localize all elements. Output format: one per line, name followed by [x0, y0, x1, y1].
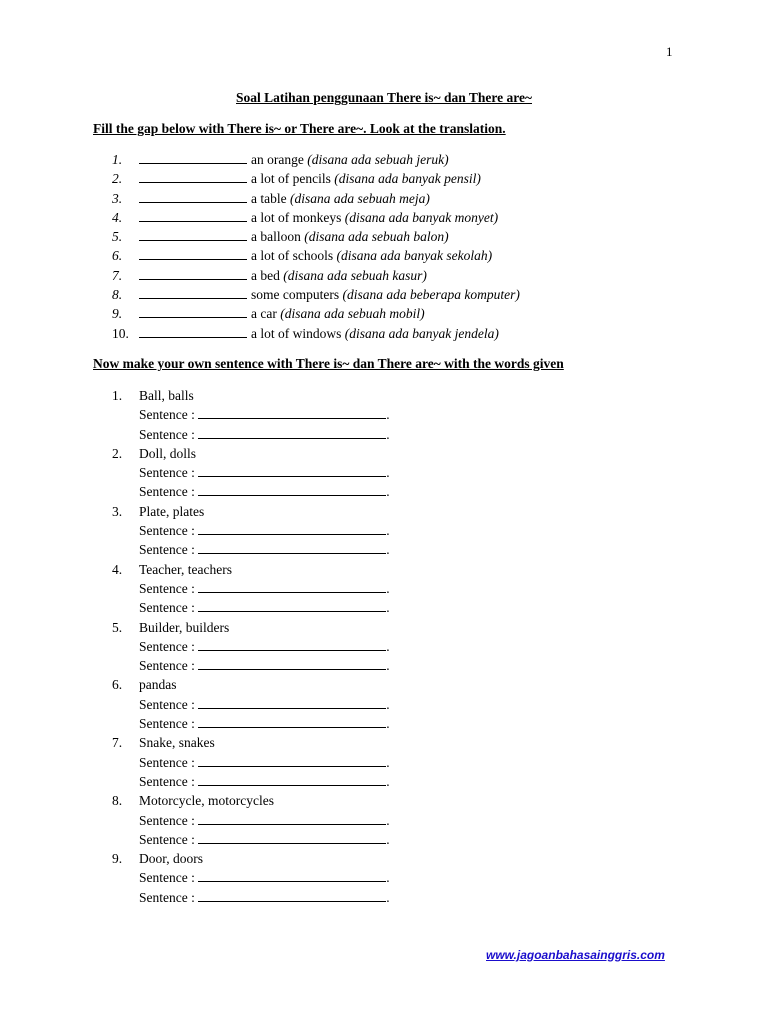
sentence-label: Sentence :: [139, 638, 195, 654]
item-translation: (disana ada banyak jendela): [344, 325, 499, 341]
item-text: a lot of schools: [251, 248, 334, 264]
item-translation: (disana ada sebuah jeruk): [307, 152, 449, 167]
list-item: [112, 246, 520, 265]
website-link[interactable]: www.jagoanbahasainggris.com: [486, 948, 665, 962]
list-item: [112, 266, 520, 285]
list-item: [112, 189, 520, 208]
sentence-end: .: [386, 523, 390, 539]
item-translation: (disana ada sebuah meja): [289, 190, 430, 206]
sentence-label: Sentence :: [139, 831, 195, 847]
sentence-label: Sentence :: [139, 580, 195, 596]
item-number: 1.: [112, 152, 123, 167]
list-item: [112, 150, 520, 169]
list-item: [112, 560, 390, 618]
sentence-blank[interactable]: [198, 426, 386, 439]
item-words: pandas: [139, 677, 177, 693]
item-text: a lot of monkeys: [251, 209, 342, 225]
sentence-blank[interactable]: [198, 869, 386, 882]
item-translation: (disana ada sebuah mobil): [280, 306, 425, 322]
list-item: [112, 733, 390, 791]
item-words: Doll, dolls: [139, 445, 197, 461]
item-words: Teacher, teachers: [139, 561, 232, 577]
sentence-blank[interactable]: [198, 522, 386, 535]
sentence-blank[interactable]: [198, 483, 386, 496]
list-item: [112, 849, 390, 907]
fill-gap-list: [112, 150, 520, 343]
answer-blank[interactable]: [139, 325, 247, 338]
item-number: 6.: [112, 677, 123, 693]
sentence-blank[interactable]: [198, 889, 386, 902]
sentence-label: Sentence :: [139, 542, 195, 558]
answer-blank[interactable]: [139, 170, 247, 183]
item-words: Ball, balls: [139, 388, 194, 403]
item-number: 4.: [112, 561, 123, 577]
sentence-label: Sentence :: [139, 484, 195, 500]
sentence-end: .: [386, 580, 390, 596]
sentence-end: .: [386, 696, 390, 712]
list-item: [112, 444, 390, 502]
item-number: 8.: [112, 287, 123, 303]
item-words: Snake, snakes: [139, 735, 215, 751]
sentence-label: Sentence :: [139, 426, 195, 442]
item-number: 7.: [112, 735, 123, 751]
item-number: 8.: [112, 793, 123, 809]
sentence-blank[interactable]: [198, 657, 386, 670]
sentence-label: Sentence :: [139, 407, 195, 423]
section1-heading: Fill the gap below with There is~ or There are~. Look at the translation.: [93, 121, 506, 136]
item-text: a lot of pencils: [251, 171, 331, 187]
sentence-label: Sentence :: [139, 812, 195, 828]
list-item: [112, 227, 520, 246]
answer-blank[interactable]: [139, 228, 247, 241]
item-text: a balloon: [251, 229, 301, 245]
item-text: some computers: [251, 287, 340, 303]
sentence-end: .: [386, 812, 390, 828]
sentence-label: Sentence :: [139, 523, 195, 539]
item-number: 3.: [112, 190, 123, 206]
answer-blank[interactable]: [139, 190, 247, 203]
sentence-label: Sentence :: [139, 696, 195, 712]
item-number: 10.: [112, 325, 129, 341]
list-item: [112, 304, 520, 323]
sentence-blank[interactable]: [198, 464, 386, 477]
list-item: [112, 324, 520, 343]
item-text: a lot of windows: [251, 325, 342, 341]
sentence-end: .: [386, 638, 390, 654]
answer-blank[interactable]: [139, 209, 247, 222]
sentence-label: Sentence :: [139, 600, 195, 616]
list-item: [112, 386, 390, 444]
item-number: 2.: [112, 171, 123, 187]
sentence-end: .: [386, 484, 390, 500]
item-number: 5.: [112, 619, 123, 635]
item-words: Plate, plates: [139, 503, 205, 519]
sentence-label: Sentence :: [139, 716, 195, 732]
sentence-blank[interactable]: [198, 406, 386, 419]
item-number: 4.: [112, 209, 123, 225]
item-number: 9.: [112, 851, 123, 867]
item-number: 6.: [112, 248, 123, 264]
item-number: 2.: [112, 445, 123, 461]
item-number: 9.: [112, 306, 123, 322]
item-number: 5.: [112, 229, 123, 245]
sentence-end: .: [386, 658, 390, 674]
list-item: [112, 208, 520, 227]
sentence-blank[interactable]: [198, 754, 386, 767]
answer-blank[interactable]: [139, 267, 247, 280]
item-text: a bed: [251, 267, 280, 283]
sentence-blank[interactable]: [198, 773, 386, 786]
list-item: [112, 791, 390, 849]
answer-blank[interactable]: [139, 286, 247, 299]
item-words: Door, doors: [139, 851, 203, 867]
sentence-end: .: [386, 889, 390, 905]
list-item: [112, 169, 520, 188]
item-translation: (disana ada banyak pensil): [334, 171, 481, 187]
sentence-label: Sentence :: [139, 465, 195, 481]
sentence-end: .: [386, 773, 390, 789]
item-translation: (disana ada sebuah balon): [304, 229, 449, 245]
item-translation: (disana ada banyak sekolah): [336, 248, 493, 264]
sentence-end: .: [386, 542, 390, 558]
sentence-blank[interactable]: [198, 831, 386, 844]
sentence-end: .: [386, 600, 390, 616]
item-translation: (disana ada sebuah kasur): [283, 267, 427, 283]
sentence-end: .: [386, 407, 390, 423]
sentence-end: .: [386, 870, 390, 886]
list-item: [112, 675, 390, 733]
sentence-blank[interactable]: [198, 696, 386, 709]
sentence-end: .: [386, 716, 390, 732]
sentence-label: Sentence :: [139, 658, 195, 674]
item-number: 1.: [112, 388, 123, 403]
list-item: [112, 618, 390, 676]
sentence-end: .: [386, 426, 390, 442]
answer-blank[interactable]: [139, 151, 247, 164]
item-number: 3.: [112, 503, 123, 519]
item-number: 7.: [112, 267, 123, 283]
item-text: a table: [251, 190, 287, 206]
sentence-label: Sentence :: [139, 889, 195, 905]
item-words: Motorcycle, motorcycles: [139, 793, 274, 809]
section2-heading: Now make your own sentence with There is~ dan There are~ with the words given: [93, 356, 564, 371]
answer-blank[interactable]: [139, 305, 247, 318]
sentence-blank[interactable]: [198, 812, 386, 825]
sentence-end: .: [386, 465, 390, 481]
sentence-label: Sentence :: [139, 870, 195, 886]
page-number: 1: [666, 44, 673, 59]
sentence-label: Sentence :: [139, 773, 195, 789]
sentence-blank[interactable]: [198, 580, 386, 593]
worksheet-title: Soal Latihan penggunaan There is~ dan There are~: [236, 90, 532, 105]
list-item: [112, 285, 520, 304]
sentence-blank[interactable]: [198, 541, 386, 554]
sentence-blank[interactable]: [198, 599, 386, 612]
item-translation: (disana ada beberapa komputer): [342, 287, 520, 303]
list-item: [112, 502, 390, 560]
sentence-end: .: [386, 831, 390, 847]
answer-blank[interactable]: [139, 247, 247, 260]
make-sentence-list: [112, 386, 390, 907]
sentence-blank[interactable]: [198, 715, 386, 728]
item-text: an orange: [251, 152, 304, 167]
sentence-label: Sentence :: [139, 754, 195, 770]
sentence-end: .: [386, 754, 390, 770]
item-translation: (disana ada banyak monyet): [344, 209, 499, 225]
item-words: Builder, builders: [139, 619, 230, 635]
sentence-blank[interactable]: [198, 638, 386, 651]
item-text: a car: [251, 306, 277, 322]
